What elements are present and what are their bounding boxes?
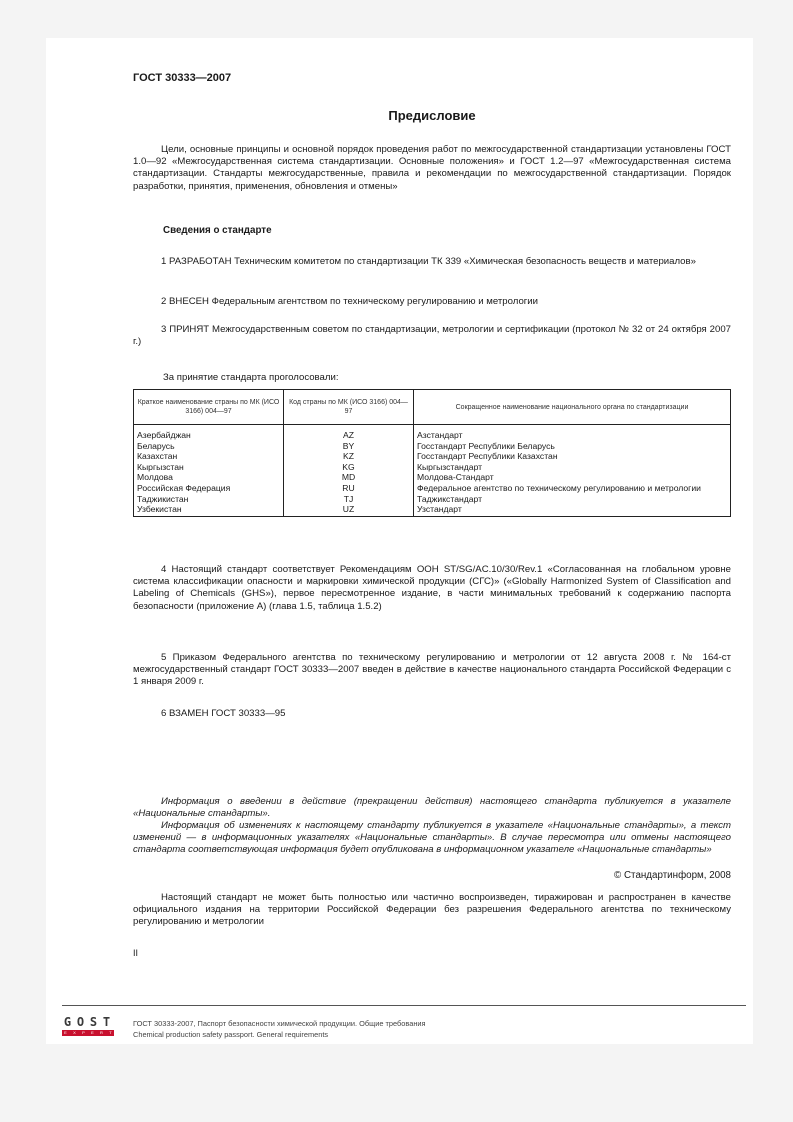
cell-code: KG <box>284 462 414 473</box>
cell-code: UZ <box>284 504 414 516</box>
logo-letter: S <box>89 1015 98 1029</box>
info-introduction-notice: Информация о введении в действие (прекращении действия) настоящего стандарта публикуется в указателе «Национальные стандарты». <box>133 796 731 820</box>
cell-country: Российская Федерация <box>134 483 284 494</box>
document-code-header: ГОСТ 30333—2007 <box>133 72 232 84</box>
logo-letter: E <box>91 1030 94 1035</box>
item-3-adopted: 3 ПРИНЯТ Межгосударственным советом по стандартизации, метрологии и сертификации (протокол № 32 от 24 октября 2007 г.) <box>133 324 731 348</box>
logo-letter: T <box>109 1030 112 1035</box>
cell-code: MD <box>284 472 414 483</box>
footer-title-en: Chemical production safety passport. General requirements <box>133 1030 329 1039</box>
table-row <box>134 462 731 473</box>
cell-code: BY <box>284 441 414 452</box>
logo-letter: P <box>82 1030 85 1035</box>
info-changes-notice: Информация об изменениях к настоящему стандарту публикуется в указателе «Национальные стандарты», а текст изменений — в информационных указателях «Национальные стандарты». В случае пересмотра или отмены настоящего стандарта соответствующая информация будет опубликована в информационном указателе «Национальные стандарты» <box>133 820 731 856</box>
cell-standards-body: Таджикстандарт <box>414 494 731 505</box>
logo-letter: T <box>102 1015 111 1029</box>
column-header-body: Сокращенное наименование национального органа по стандартизации <box>414 390 731 425</box>
table-row <box>134 483 731 494</box>
cell-country: Казахстан <box>134 451 284 462</box>
vote-label: За принятие стандарта проголосовали: <box>163 372 339 383</box>
item-5-enactment: 5 Приказом Федерального агентства по техническому регулированию и метрологии от 12 августа 2008 г. № 164-ст межгосударственный стандарт ГОСТ 30333—2007 введен в действие в качестве национального стандарта Российской Федерации с 1 января 2009 г. <box>133 652 731 688</box>
column-header-country: Краткое наименование страны по МК (ИСО 3166) 004—97 <box>134 390 284 425</box>
cell-country: Азербайджан <box>134 425 284 441</box>
logo-letter: G <box>63 1015 72 1029</box>
footer-title-ru: ГОСТ 30333-2007, Паспорт безопасности химической продукции. Общие требования <box>133 1019 426 1028</box>
cell-code: TJ <box>284 494 414 505</box>
table-row <box>134 425 731 441</box>
footer-divider <box>62 1005 746 1006</box>
section-title: Сведения о стандарте <box>163 225 272 236</box>
page-number: II <box>133 948 139 958</box>
cell-standards-body: Федеральное агентство по техническому регулированию и метрологии <box>414 483 731 494</box>
cell-code: KZ <box>284 451 414 462</box>
item-1-developed: 1 РАЗРАБОТАН Техническим комитетом по стандартизации ТК 339 «Химическая безопасность веществ и материалов» <box>161 256 696 267</box>
page-title: Предисловие <box>388 108 476 123</box>
cell-code: AZ <box>284 425 414 441</box>
logo-letter: E <box>64 1030 67 1035</box>
intro-paragraph: Цели, основные принципы и основной порядок проведения работ по межгосударственной стандартизации установлены ГОСТ 1.0—92 «Межгосударственная система стандартизации. Основные положения» и ГОСТ 1.2—97 «Межгосударственная система стандартизации. Стандарты межгосударственные, правила и рекомендации по межгосударственной стандартизации. Порядок разработки, принятия, применения, обновления и отмены» <box>133 144 731 192</box>
cell-standards-body: Азстандарт <box>414 425 731 441</box>
logo-top-letters <box>62 1017 114 1028</box>
copyright-notice: © Стандартинформ, 2008 <box>614 870 731 881</box>
cell-standards-body: Кыргызстандарт <box>414 462 731 473</box>
cell-standards-body: Узстандарт <box>414 504 731 516</box>
cell-country: Кыргызстан <box>134 462 284 473</box>
reproduction-rights-notice: Настоящий стандарт не может быть полностью или частично воспроизведен, тиражирован и распространен в качестве официального издания на территории Российской Федерации без разрешения Федерального агентства по техническому регулированию и метрологии <box>133 892 731 928</box>
logo-bottom-band <box>62 1030 114 1036</box>
table-row <box>134 441 731 452</box>
item-4-compliance: 4 Настоящий стандарт соответствует Рекомендациям ООН ST/SG/AC.10/30/Rev.1 «Согласованная на глобальном уровне система классификации опасности и маркировки химической продукции (СГС)» («Globally Harmonized System of Classification and Labeling of Chemicals (GHS»), первое пересмотренное издание, в части минимальных требований к содержанию паспорта безопасности (приложение А) (глава 1.5, таблица 1.5.2) <box>133 564 731 612</box>
logo-letter: O <box>76 1015 85 1029</box>
gost-expert-logo <box>62 1017 114 1039</box>
item-6-replaces: 6 ВЗАМЕН ГОСТ 30333—95 <box>161 708 286 719</box>
cell-country: Узбекистан <box>134 504 284 516</box>
table-row <box>134 494 731 505</box>
cell-country: Молдова <box>134 472 284 483</box>
table-header-row <box>134 390 731 425</box>
cell-standards-body: Молдова-Стандарт <box>414 472 731 483</box>
cell-standards-body: Госстандарт Республики Беларусь <box>414 441 731 452</box>
cell-country: Беларусь <box>134 441 284 452</box>
table-row <box>134 472 731 483</box>
item-2-submitted: 2 ВНЕСЕН Федеральным агентством по техническому регулированию и метрологии <box>161 296 539 307</box>
cell-standards-body: Госстандарт Республики Казахстан <box>414 451 731 462</box>
logo-letter: R <box>100 1030 103 1035</box>
logo-letter: X <box>73 1030 76 1035</box>
cell-code: RU <box>284 483 414 494</box>
column-header-code: Код страны по МК (ИСО 3166) 004—97 <box>284 390 414 425</box>
voting-countries-table <box>133 389 731 517</box>
table-row <box>134 504 731 516</box>
cell-country: Таджикистан <box>134 494 284 505</box>
table-row <box>134 451 731 462</box>
footer-caption <box>133 1018 426 1040</box>
